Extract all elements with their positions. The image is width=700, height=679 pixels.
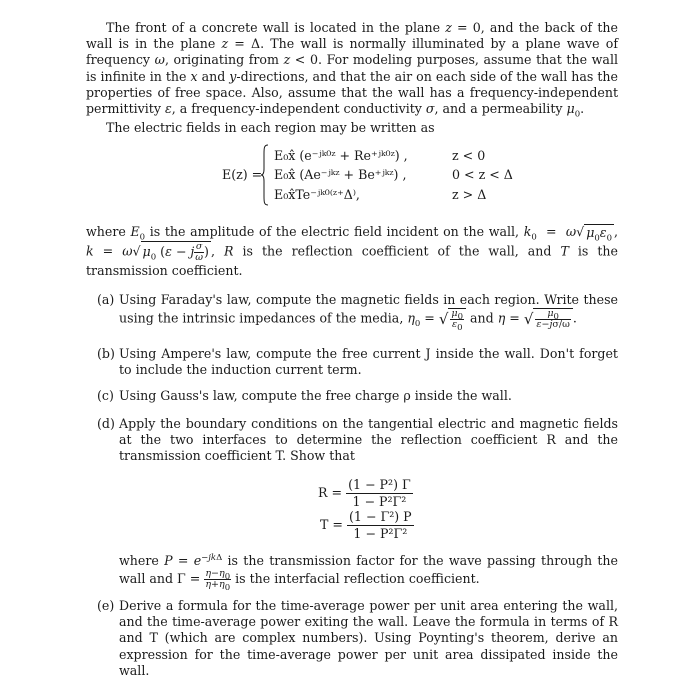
t-denominator: 1 − P²Γ²: [353, 526, 408, 541]
equation-lhs: E(z) =: [222, 167, 263, 182]
question-a: (a) Using Faraday's law, compute the magnetic fields in each region. Write these using the intrinsic impedances of the media, $\eta_0$ = √ $\frac{\mu_0}{\varepsilon_0}$ and η = √ $\frac{\mu_0}{\varepsilon-j\sigma/\omega}$ .: [97, 292, 618, 334]
question-d-where: where $P = e^{-jk\Delta}$ is the transmission factor for the wave passing through the wall and Γ = $\frac{\eta-\eta_0}{\eta+\eta_0}$ is the interfacial reflection coefficient.: [119, 552, 618, 594]
question-b: [97, 346, 618, 378]
r-lhs: R =: [318, 485, 343, 500]
r-numerator: (1 − P²) Γ: [348, 477, 411, 492]
equation-cond-1: z < 0: [452, 148, 486, 163]
fields-intro: The electric fields in each region may be written as: [106, 120, 435, 135]
question-b-label: (b): [97, 346, 115, 361]
equation-row-3: E₀x̂Te⁻ʲᵏ⁰⁽ᶻ⁺Δ⁾,: [274, 187, 360, 202]
question-c-label: (c): [97, 388, 114, 403]
where-paragraph: where $E_0$ is the amplitude of the electric field incident on the wall, $k_0 = \omega√$ $\mu_0\varepsilon_0$ , k = ω√ $\mu_0$ (ε − j $\frac{\sigma}{\omega}$ ) , R is the reflection coefficient of the wall, and T is the transmission coefficient.: [86, 224, 619, 279]
equation-row-1: E₀x̂ (e⁻ʲᵏ⁰ᶻ + Re⁺ʲᵏ⁰ᶻ) ,: [274, 148, 408, 163]
equation-cond-2: 0 < z < Δ: [452, 167, 513, 182]
transmission-coefficient-equation: [320, 509, 414, 542]
question-b-text: Using Ampere's law, compute the free current J inside the wall. Don't forget to include the induction current term.: [119, 346, 618, 378]
equation-cond-3: z > Δ: [452, 187, 487, 202]
question-c-text: Using Gauss's law, compute the free charge ρ inside the wall.: [119, 388, 512, 403]
left-brace-icon: [260, 144, 269, 206]
question-d-text: Apply the boundary conditions on the tangential electric and magnetic fields at the two interfaces to determine the reflection coefficient R and the transmission coefficient T. Show that: [119, 416, 618, 464]
question-d-label: (d): [97, 416, 115, 431]
t-lhs: T =: [320, 517, 343, 532]
intro-paragraph: The front of a concrete wall is located in the plane z = 0, and the back of the wall is in the plane z = Δ. The wall is normally illuminated by a plane wave of frequency ω, originating from z < 0. For modeling purposes, assume that the wall is infinite in the x and y-directions, and that the air on each side of the wall has the properties of free space. Also, assume that the wall has a frequency-independent permittivity ε, a frequency-independent conductivity σ, and a permeability $\mu_0$.: [86, 20, 618, 120]
t-numerator: (1 − Γ²) P: [348, 509, 412, 524]
r-denominator: 1 − P²Γ²: [352, 494, 407, 509]
equation-row-2: E₀x̂ (Ae⁻ʲᵏᶻ + Be⁺ʲᵏᶻ) ,: [274, 167, 407, 182]
question-e: [97, 598, 618, 679]
reflection-coefficient-equation: [318, 477, 413, 510]
question-d: [97, 416, 618, 465]
question-e-text: Derive a formula for the time-average power per unit area entering the wall, and the time-average power exiting the wall. Leave the formula in terms of R and T (which are complex numbers). Using Poynting's theorem, derive an expression for the time-average power per unit area dissipated inside the wall.: [119, 598, 618, 678]
question-e-label: (e): [97, 598, 115, 613]
question-a-label: (a): [97, 292, 115, 307]
question-c: [97, 388, 618, 404]
